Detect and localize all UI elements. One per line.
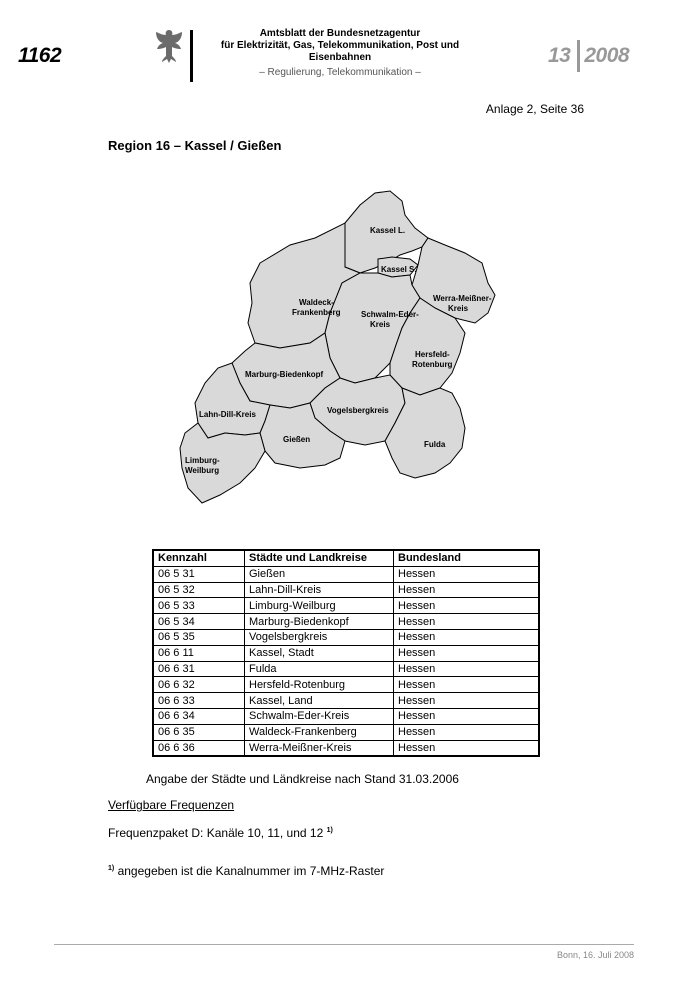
map-label-schwalm-2: Kreis: [370, 320, 391, 329]
frequenzen-heading: Verfügbare Frequenzen: [108, 798, 235, 812]
table-cell: Hessen: [394, 566, 540, 582]
table-cell: 06 5 33: [153, 598, 245, 614]
table-cell: Hessen: [394, 645, 540, 661]
table-cell: Hessen: [394, 661, 540, 677]
table-cell: Limburg-Weilburg: [245, 598, 394, 614]
table-row: [153, 693, 539, 709]
table-cell: Hersfeld-Rotenburg: [245, 677, 394, 693]
map-label-lahn-dill: Lahn-Dill-Kreis: [199, 410, 256, 419]
table-row: [153, 566, 539, 582]
table-row: [153, 740, 539, 756]
table-row: [153, 708, 539, 724]
table-cell: 06 5 31: [153, 566, 245, 582]
header-title: [195, 28, 485, 79]
anlage-reference: Anlage 2, Seite 36: [485, 102, 584, 116]
map-label-waldeck-1: Waldeck-: [299, 298, 334, 307]
header-title-line1: Amtsblatt der Bundesnetzagentur: [259, 28, 421, 39]
table-cell: Kassel, Land: [245, 693, 394, 709]
table-cell: 06 6 11: [153, 645, 245, 661]
map-label-werra-2: Kreis: [448, 304, 469, 313]
map-label-schwalm-1: Schwalm-Eder-: [361, 310, 419, 319]
header-divider: [190, 30, 193, 82]
footer-date: Bonn, 16. Juli 2008: [556, 950, 634, 960]
map-label-limburg-1: Limburg-: [185, 456, 220, 465]
table-cell: 06 6 32: [153, 677, 245, 693]
region-map: [170, 183, 510, 513]
kreise-table: [152, 549, 540, 757]
map-label-marburg: Marburg-Biedenkopf: [245, 370, 324, 379]
footnote-marker: 1): [108, 865, 115, 872]
table-cell: Hessen: [394, 614, 540, 630]
map-label-fulda: Fulda: [424, 440, 446, 449]
map-label-limburg-2: Weilburg: [185, 466, 220, 475]
table-cell: 06 5 34: [153, 614, 245, 630]
table-cell: Schwalm-Eder-Kreis: [245, 708, 394, 724]
table-cell: 06 6 31: [153, 661, 245, 677]
map-label-kassel-land: Kassel L.: [370, 226, 406, 235]
table-cell: 06 6 33: [153, 693, 245, 709]
table-header-cell: Kennzahl: [153, 550, 245, 566]
map-label-vogelsberg: Vogelsbergkreis: [327, 406, 389, 415]
table-cell: Marburg-Biedenkopf: [245, 614, 394, 630]
table-cell: 06 6 35: [153, 724, 245, 740]
page-number: 1162: [18, 44, 62, 67]
table-header-cell: Bundesland: [394, 550, 540, 566]
table-cell: Hessen: [394, 677, 540, 693]
table-cell: Kassel, Stadt: [245, 645, 394, 661]
table-cell: 06 5 35: [153, 629, 245, 645]
frequenzpaket-text: Frequenzpaket D: Kanäle 10, 11, und 12: [108, 826, 324, 840]
header-subtitle: – Regulierung, Telekommunikation –: [259, 67, 421, 78]
issue-year: 2008: [584, 44, 630, 67]
table-row: [153, 629, 539, 645]
table-cell: Werra-Meißner-Kreis: [245, 740, 394, 756]
table-row: [153, 677, 539, 693]
table-cell: Waldeck-Frankenberg: [245, 724, 394, 740]
table-cell: Hessen: [394, 740, 540, 756]
map-label-hersfeld-2: Rotenburg: [412, 360, 453, 369]
footnote-text: angegeben ist die Kanalnummer im 7-MHz-Raster: [117, 864, 385, 878]
table-cell: Hessen: [394, 708, 540, 724]
table-cell: 06 6 36: [153, 740, 245, 756]
table-cell: Vogelsbergkreis: [245, 629, 394, 645]
map-label-giessen: Gießen: [283, 435, 311, 444]
map-label-kassel-stadt: Kassel S.: [381, 265, 417, 274]
region-title: Region 16 – Kassel / Gießen: [108, 138, 282, 153]
table-row: [153, 598, 539, 614]
issue-number: 13: [548, 44, 571, 67]
table-cell: Gießen: [245, 566, 394, 582]
footnote-reference: 1): [326, 827, 333, 834]
table-cell: 06 6 34: [153, 708, 245, 724]
table-cell: Fulda: [245, 661, 394, 677]
table-row: [153, 582, 539, 598]
header-title-line2: für Elektrizität, Gas, Telekommunikation, Post und Eisenbahnen: [220, 40, 460, 63]
table-header-cell: Städte und Landkreise: [245, 550, 394, 566]
map-label-werra-1: Werra-Meißner-: [433, 294, 492, 303]
table-row: [153, 614, 539, 630]
stand-note: Angabe der Städte und Ländkreise nach Stand 31.03.2006: [146, 772, 459, 786]
issue-label: [548, 44, 629, 68]
map-label-waldeck-2: Frankenberg: [292, 308, 341, 317]
map-label-hersfeld-1: Hersfeld-: [415, 350, 450, 359]
table-cell: Hessen: [394, 693, 540, 709]
frequenzpaket-line: [108, 826, 333, 840]
table-cell: 06 5 32: [153, 582, 245, 598]
footnote: [108, 864, 384, 878]
footer-divider: [54, 944, 634, 945]
table-header-row: [153, 550, 539, 566]
table-cell: Hessen: [394, 629, 540, 645]
table-row: [153, 645, 539, 661]
table-cell: Lahn-Dill-Kreis: [245, 582, 394, 598]
table-row: [153, 661, 539, 677]
table-cell: Hessen: [394, 582, 540, 598]
table-cell: Hessen: [394, 598, 540, 614]
table-cell: Hessen: [394, 724, 540, 740]
federal-eagle-icon: [152, 26, 186, 66]
table-row: [153, 724, 539, 740]
